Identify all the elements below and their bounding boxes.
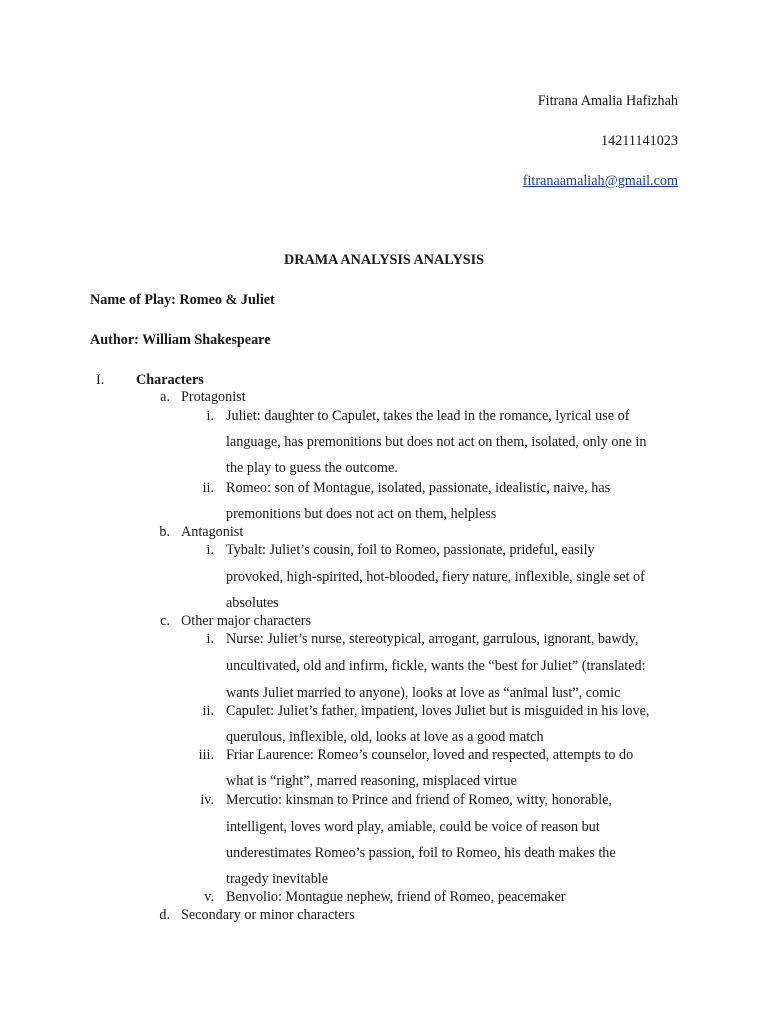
item-text-line: Benvolio: Montague nephew, friend of Romeo, peacemaker [226, 889, 566, 905]
item-text-line: querulous, inflexible, old, looks at love as a good match [226, 729, 544, 745]
section-number: I. [96, 372, 105, 388]
item-text-line: tragedy inevitable [226, 871, 329, 887]
item-text-line: Mercutio: kinsman to Prince and friend of Romeo, witty, honorable, [226, 792, 612, 808]
subsection-label-protagonist: Protagonist [181, 389, 246, 405]
item-text-line: wants Juliet married to anyone), looks at love as “animal lust”, comic [226, 685, 621, 701]
item-text-line: Capulet: Juliet’s father, impatient, loves Juliet but is misguided in his love, [226, 703, 650, 719]
author-name: Fitrana Amalia Hafizhah [537, 93, 678, 109]
item-text-line: premonitions but does not act on them, helpless [226, 506, 497, 522]
item-text-line: what is “right”, marred reasoning, misplaced virtue [226, 773, 517, 789]
subsection-marker-d: d. [159, 907, 170, 923]
play-name: Name of Play: Romeo & Juliet [90, 292, 275, 308]
item-marker: v. [204, 889, 214, 905]
play-author: Author: William Shakespeare [90, 332, 271, 348]
item-text-line: language, has premonitions but does not act on them, isolated, only one in [226, 434, 647, 450]
subsection-label-antagonist: Antagonist [181, 524, 244, 540]
item-text-line: uncultivated, old and infirm, fickle, wants the “best for Juliet” (translated: [226, 658, 646, 674]
item-marker: ii. [202, 480, 214, 496]
item-marker: i. [206, 542, 214, 558]
item-marker: i. [206, 631, 214, 647]
item-marker: iii. [198, 747, 214, 763]
item-text-line: intelligent, loves word play, amiable, could be voice of reason but [226, 819, 600, 835]
item-text-line: Romeo: son of Montague, isolated, passionate, idealistic, naive, has [226, 480, 611, 496]
student-id: 14211141023 [601, 133, 678, 149]
item-marker: ii. [202, 703, 214, 719]
item-text-line: Juliet: daughter to Capulet, takes the lead in the romance, lyrical use of [226, 408, 630, 424]
subsection-marker-b: b. [159, 524, 170, 540]
item-text-line: underestimates Romeo’s passion, foil to Romeo, his death makes the [226, 845, 616, 861]
document-title: DRAMA ANALYSIS ANALYSIS [283, 252, 484, 268]
item-text-line: Tybalt: Juliet’s cousin, foil to Romeo, passionate, prideful, easily [226, 542, 595, 558]
item-text-line: the play to guess the outcome. [226, 460, 398, 476]
item-text-line: Friar Laurence: Romeo’s counselor, loved and respected, attempts to do [226, 747, 634, 763]
subsection-label-secondary: Secondary or minor characters [181, 907, 355, 923]
subsection-marker-a: a. [160, 389, 170, 405]
item-text-line: Nurse: Juliet’s nurse, stereotypical, arrogant, garrulous, ignorant, bawdy, [226, 631, 639, 647]
item-marker: iv. [200, 792, 214, 808]
section-title: Characters [136, 372, 204, 388]
subsection-marker-c: c. [160, 613, 170, 629]
email-link[interactable]: fitranaamaliah@gmail.com [522, 173, 678, 189]
item-text-line: provoked, high-spirited, hot-blooded, fiery nature, inflexible, single set of [226, 569, 645, 585]
item-text-line: absolutes [226, 595, 279, 611]
subsection-label-other-major: Other major characters [181, 613, 311, 629]
item-marker: i. [206, 408, 214, 424]
